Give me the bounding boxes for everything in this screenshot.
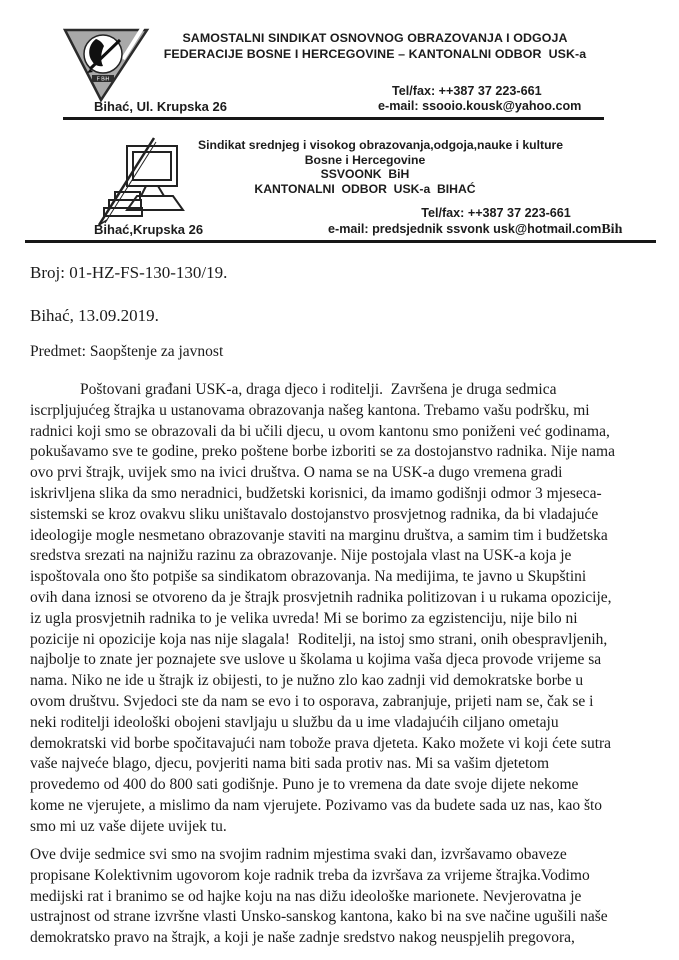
text-line: medijski rat i branimo se od hajke koju na nas dižu ideološke marionete. Nevjerovatna je [30,887,582,905]
text-line: Sindikat srednjeg i visokog obrazovanja,odgoja,nauke i kulture [198,138,564,152]
body-paragraph-1 [30,380,615,838]
text-line: najbolje to znate jer poznajete sve uslove u školama u kojima vaša djeca provode vrijeme sa [30,651,602,669]
text-line: propisane Kolektivnim ugovorom koje radnik treba da izvršava za vrijeme štrajka.Vodimo [30,866,590,884]
email-suffix: Bih [601,222,623,237]
text-line: demokratsko pravo na štrajk, a koji je naše zadnje sredstvo nakog neuspjelih pregovora, [30,929,575,947]
text-line: ustrajnost od strane izvršne vlasti Unsko-sanskog kantona, kako bi na sve načine ugušili naše [30,908,608,926]
letterhead-divider [25,240,656,243]
telfax-line: Tel/fax: ++387 37 223-661 [392,84,542,98]
text-line: radnici koji smo se obrazovali da bi učili djecu, u ovom kantonu smo poniženi već godinama, [30,422,610,440]
email-text: e-mail: predsjednik ssvonk usk@hotmail.com [328,222,602,236]
body-paragraph-2 [30,845,608,949]
text-line: pozicije ni opozicije koja nas nije slagala! Roditelji, na istoj smo strani, onih obespravljenih, [30,630,608,648]
text-line: Ove dvije sedmice svi smo na svojim radnim mjestima svaki dan, izvršavamo obaveze [30,846,567,863]
email-line [328,222,622,238]
subject-line: Predmet: Saopštenje za javnost [30,343,224,360]
text-line: smo mi uz vaše dijete uvijek tu. [30,817,227,835]
text-line: SSVOONK BiH [320,167,410,182]
text-line: provedemo od 400 do 800 sati godišnje. Puno je to vremena da date svoje dijete nekome [30,776,579,794]
union-primary-contact [378,84,606,114]
place-date: Bihać, 13.09.2019. [30,306,159,325]
text-line: ovih dana iznosi se otvoreno da je štrajk prosvjetnih radnika politizovan i u rukama opozicije, [30,588,612,606]
text-line: neki roditelji ideološki obojeni stavljaju u službu da u ime vladajućih ciljano ometaju [30,713,559,731]
text-line: FEDERACIJE BOSNE I HERCEGOVINE – KANTONALNI ODBOR USK-a [163,46,587,61]
text-line: vaše najveće blago, djecu, povjeriti nama biti sada protiv nas. Mi sa vašim djetetom [30,755,550,773]
text-line: kome ne vjerujete, a mislimo da nam vjerujete. Pozivamo vas da budete sada uz nas, kao što [30,796,603,814]
email-line: e-mail: ssooio.kousk@yahoo.com [378,99,582,113]
letterhead-divider [63,117,604,120]
text-line: pokušavamo sve te godine, preko poštene borbe izboriti se za dostojanstvo radnika. Nije nama [30,443,615,461]
union-secondary-title [198,138,564,197]
computer-books-pen-logo-icon [96,136,202,228]
text-line: Bosne i Hercegovine [304,152,426,167]
text-line: iz ugla prosvjetnih radnika to je velika uvreda! Mi se borimo za egzistenciju, nije bilo ni [30,609,578,627]
text-line: sistemski se kroz ovakvu sliku uništavalo dostojanstvo prosvjetnog radnika, da bi vladajuće [30,505,599,523]
text-line: demokratski vid borbe spočitavajući nam tobože prava djeteta. Kako možete vi koji ćete sutra [30,734,612,752]
text-line: SAMOSTALNI SINDIKAT OSNOVNOG OBRAZOVANJA I ODGOJA [182,31,568,45]
text-line: ideologije mogle nesmetano obrazovanje staviti na marginu društva, a samim tim i budžetska [30,526,608,544]
reference-number: Broj: 01-HZ-FS-130-130/19. [30,263,228,282]
text-line: ovom društvu. Svjedoci ste da nam se evo i to osporava, zabranjuje, prijeti nam se, čak se i [30,692,594,710]
text-line: Poštovani građani USK-a, draga djeco i roditelji. Završena je druga sedmica [80,381,557,398]
text-line: KANTONALNI ODBOR USK-a BIHAĆ [254,182,476,197]
union-primary-title [138,31,612,62]
union-primary-address: Bihać, Ul. Krupska 26 [94,99,227,114]
telfax-line: Tel/fax: ++387 37 223-661 [421,206,571,220]
text-line: sredstva srezati na najnižu razinu za obrazovanje. Nije postojala vlast na USK-a koja je [30,547,572,565]
text-line: iskrivljena slika da smo neradnici, budžetski korisnici, da imamo godišnji odmor 3 mjeseca- [30,484,602,502]
text-line: nama. Niko ne ide u štrajk iz obijesti, to je nužno zlo kao zadnji vid demokratske borbe u [30,672,584,690]
text-line: iscrpljujućeg štrajka u ustanovama obrazovanja našeg kantona. Trebamo vašu podršku, mi [30,401,590,419]
text-line: ovo prvi štrajk, uvijek smo na ivici društva. O nama se na USK-a dugo vremena gradi [30,464,563,482]
union-secondary-address: Bihać,Krupska 26 [94,222,204,237]
logo-band-text: F BiH [96,76,110,83]
text-line: ispoštovala ono što potpiše sa sindikatom obrazovanja. Na medijima, te javno u Skupštini [30,568,587,586]
